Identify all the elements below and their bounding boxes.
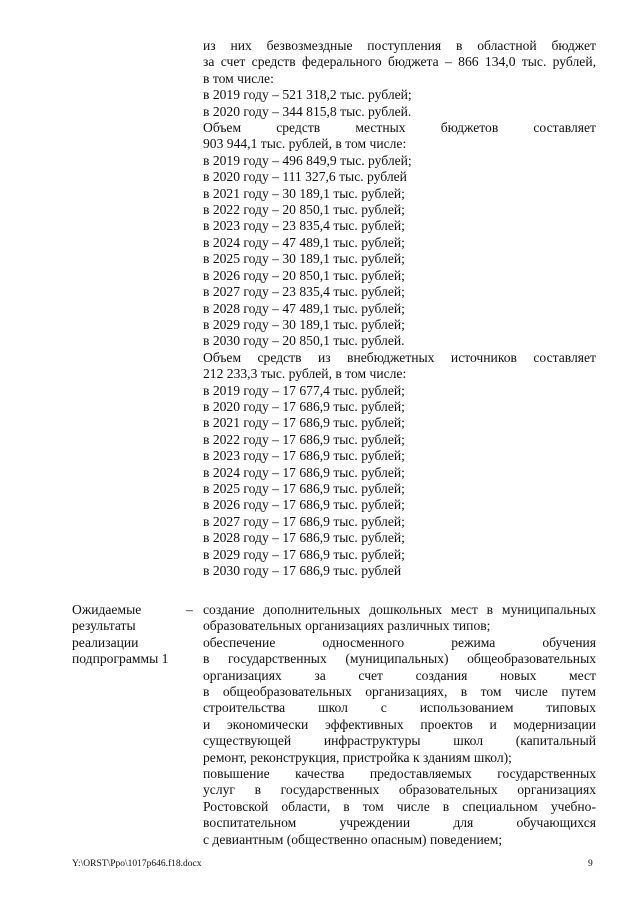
results-dash: – xyxy=(186,602,193,617)
results-line: с девиантным (общественно опасным) поведением; xyxy=(203,831,503,847)
results-label-line: Ожидаемые xyxy=(72,602,142,617)
funding-extrabudget-year-line: в 2021 году – 17 686,9 тыс. рублей; xyxy=(203,415,405,431)
funding-local-year-line: в 2025 году – 30 189,1 тыс. рублей; xyxy=(203,251,405,267)
funding-local-intro-line: Объем средств местных бюджетов составляет xyxy=(203,120,596,136)
funding-local-year-line: в 2024 году – 47 489,1 тыс. рублей; xyxy=(203,234,405,250)
results-line: и экономически эффективных проектов и модернизации xyxy=(203,716,596,732)
funding-extrabudget-intro-line: 212 233,3 тыс. рублей, в том числе: xyxy=(203,366,407,382)
funding-local-year-line: в 2020 году – 111 327,6 тыс. рублей xyxy=(203,169,407,185)
funding-extrabudget-year-line: в 2023 году – 17 686,9 тыс. рублей; xyxy=(203,448,405,464)
results-line: образовательных организациях различных типов; xyxy=(203,618,491,634)
results-label xyxy=(72,602,182,668)
results-line: в общеобразовательных организациях, в том числе путем xyxy=(203,684,596,700)
funding-local-year-line: в 2030 году – 20 850,1 тыс. рублей. xyxy=(203,333,405,349)
results-text-block xyxy=(203,602,596,848)
funding-extrabudget-year-line: в 2020 году – 17 686,9 тыс. рублей; xyxy=(203,398,405,414)
funding-federal-intro-line: в том числе: xyxy=(203,70,274,86)
funding-text-block xyxy=(203,38,596,579)
results-line: строительства школ с использованием типовых xyxy=(203,700,596,716)
funding-federal-intro-line: за счет средств федерального бюджета – 866 134,0 тыс. рублей, xyxy=(203,54,596,70)
funding-local-intro-line: 903 944,1 тыс. рублей, в том числе: xyxy=(203,136,407,152)
results-line: услуг в государственных образовательных организациях xyxy=(203,782,596,798)
results-line: создание дополнительных дошкольных мест в муниципальных xyxy=(203,602,596,617)
funding-extrabudget-year-line: в 2028 году – 17 686,9 тыс. рублей; xyxy=(203,530,405,546)
funding-extrabudget-year-line: в 2027 году – 17 686,9 тыс. рублей; xyxy=(203,513,405,529)
funding-extrabudget-year-line: в 2029 году – 17 686,9 тыс. рублей; xyxy=(203,546,405,562)
funding-local-year-line: в 2021 году – 30 189,1 тыс. рублей; xyxy=(203,185,405,201)
funding-extrabudget-year-line: в 2024 году – 17 686,9 тыс. рублей; xyxy=(203,464,405,480)
results-line: воспитательном учреждении для обучающихся xyxy=(203,815,596,831)
funding-local-year-line: в 2027 году – 23 835,4 тыс. рублей; xyxy=(203,284,405,300)
results-line: организациях за счет создания новых мест xyxy=(203,667,596,683)
funding-extrabudget-year-line: в 2026 году – 17 686,9 тыс. рублей; xyxy=(203,497,405,513)
results-label-line: подпрограммы 1 xyxy=(72,651,169,667)
funding-extrabudget-year-line: в 2022 году – 17 686,9 тыс. рублей; xyxy=(203,431,405,447)
funding-local-year-line: в 2019 году – 496 849,9 тыс. рублей; xyxy=(203,152,412,168)
funding-local-year-line: в 2029 году – 30 189,1 тыс. рублей; xyxy=(203,316,405,332)
results-line: обеспечение односменного режима обучения xyxy=(203,634,596,650)
funding-extrabudget-intro-line: Объем средств из внебюджетных источников составляет xyxy=(203,349,596,365)
funding-local-year-line: в 2023 году – 23 835,4 тыс. рублей; xyxy=(203,218,405,234)
results-line: в государственных (муниципальных) общеобразовательных xyxy=(203,651,596,667)
funding-extrabudget-year-line: в 2019 году – 17 677,4 тыс. рублей; xyxy=(203,382,405,398)
funding-local-year-line: в 2022 году – 20 850,1 тыс. рублей; xyxy=(203,202,405,218)
funding-federal-intro-line: из них безвозмездные поступления в областной бюджет xyxy=(203,38,596,53)
results-label-line: результаты xyxy=(72,618,136,634)
funding-federal-year-line: в 2019 году – 521 318,2 тыс. рублей; xyxy=(203,87,412,103)
results-line: существующей инфраструктуры школ (капитальный xyxy=(203,733,596,749)
funding-federal-year-line: в 2020 году – 344 815,8 тыс. рублей. xyxy=(203,103,412,119)
footer-file-path: Y:\ORST\Ppo\1017p646.f18.docx xyxy=(72,859,202,869)
results-line: Ростовской области, в том числе в специальном учебно- xyxy=(203,798,596,814)
funding-local-year-line: в 2026 году – 20 850,1 тыс. рублей; xyxy=(203,267,405,283)
results-label-line: реализации xyxy=(72,634,139,650)
footer-page-number: 9 xyxy=(588,859,593,869)
funding-extrabudget-year-line: в 2025 году – 17 686,9 тыс. рублей; xyxy=(203,480,405,496)
funding-extrabudget-year-line: в 2030 году – 17 686,9 тыс. рублей xyxy=(203,563,402,578)
results-line: повышение качества предоставляемых государственных xyxy=(203,766,596,782)
results-line: ремонт, реконструкция, пристройка к зданиям школ); xyxy=(203,749,512,765)
funding-local-year-line: в 2028 году – 47 489,1 тыс. рублей; xyxy=(203,300,405,316)
